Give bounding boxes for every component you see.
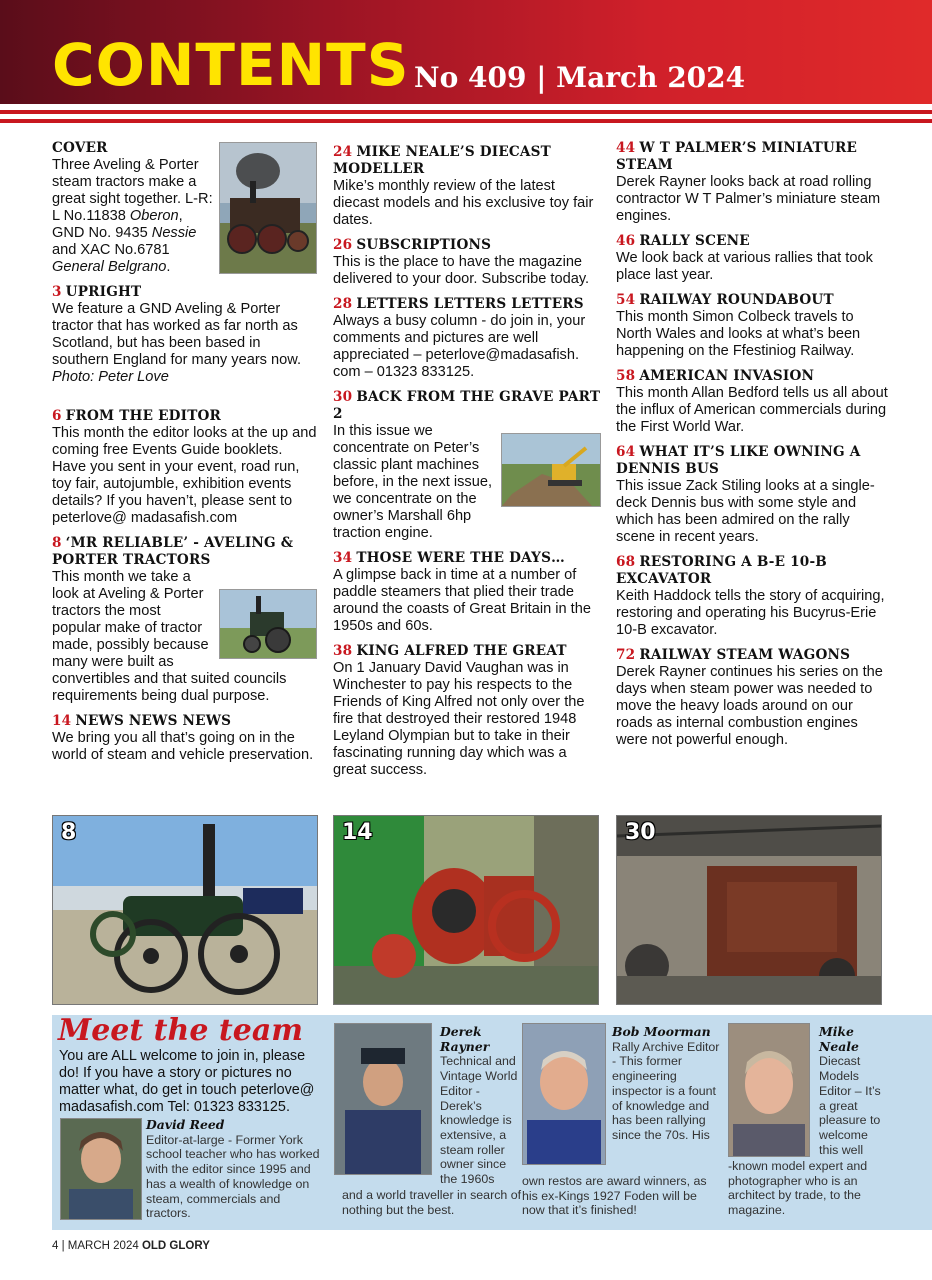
entry-diecast-title: 24 MIKE NEALE’S DIECAST MODELLER <box>333 144 551 177</box>
entry-letters[interactable] <box>333 296 601 381</box>
cover-thumbnail <box>219 142 317 274</box>
member-mike-neale-bio-cont: -known model expert and photographer who is an architect by trade, to the magazine. <box>728 1159 868 1218</box>
photo-8-image <box>53 816 317 1004</box>
entry-excavator-text: Keith Haddock tells the story of acquiring, restoring and operating his Bucyrus-Erie 10-B excavator. <box>616 588 885 638</box>
member-derek-rayner-bio-cont: and a world traveller in search of nothing but the best. <box>342 1188 522 1217</box>
entry-cover-title: COVER <box>52 140 108 156</box>
grave-thumbnail <box>501 433 601 507</box>
member-david-reed <box>146 1118 321 1221</box>
entry-alfred[interactable] <box>333 643 601 779</box>
entry-editor-title: 6 FROM THE EDITOR <box>52 408 222 424</box>
cover-thumbnail-image <box>220 143 316 273</box>
entry-wagons[interactable] <box>616 647 888 749</box>
issue-label: No 409 | March 2024 <box>414 61 746 94</box>
photo-30[interactable] <box>616 815 882 1005</box>
entry-railway[interactable] <box>616 292 888 360</box>
contents-column-2 <box>333 144 601 787</box>
member-derek-rayner-bio: Technical and Vintage World Editor - Derek’s knowledge is extensive, a steam roller owner since the 1960s <box>440 1054 518 1187</box>
entry-american-title: 58 AMERICAN INVASION <box>616 368 815 384</box>
entry-days-text: A glimpse back in time at a number of paddle steamers that plied their trade around the coasts of Great Britain in the 1950s and 60s. <box>333 567 591 634</box>
photo-14[interactable] <box>333 815 599 1005</box>
entry-palmer[interactable] <box>616 140 888 225</box>
page-footer: 4 | MARCH 2024 OLD GLORY <box>52 1240 210 1252</box>
entry-rally-text: We look back at various rallies that took place last year. <box>616 250 873 283</box>
entry-palmer-title: 44 W T PALMER’S MINIATURE STEAM <box>616 140 858 173</box>
photo-30-image <box>617 816 881 1004</box>
entry-days[interactable] <box>333 550 601 635</box>
avatar-derek-rayner <box>334 1023 432 1175</box>
avatar-mike-neale-image <box>729 1024 809 1156</box>
entry-dennis-text: This issue Zack Stiling looks at a single-deck Dennis bus with some style and which has been admired on the rally scene in recent years. <box>616 478 875 545</box>
header-rule-1 <box>0 110 932 114</box>
entry-wagons-title: 72 RAILWAY STEAM WAGONS <box>616 647 851 663</box>
footer-magazine: OLD GLORY <box>141 1240 210 1252</box>
avatar-mike-neale <box>728 1023 810 1157</box>
entry-editor[interactable] <box>52 408 317 527</box>
entry-dennis[interactable] <box>616 444 888 546</box>
member-derek-rayner-name2: Rayner <box>440 1038 490 1054</box>
reliable-thumbnail <box>219 589 317 659</box>
entry-subscriptions[interactable] <box>333 237 601 288</box>
avatar-bob-moorman <box>522 1023 606 1165</box>
member-derek-rayner-name1: Derek <box>440 1024 482 1039</box>
entry-letters-text: Always a busy column - do join in, your comments and pictures are well appreciated – peterlove@madasafish. com – 01323 833125. <box>333 313 586 380</box>
entry-grave[interactable] <box>333 389 601 542</box>
header-rule-2 <box>0 119 932 123</box>
reliable-thumbnail-image <box>220 590 316 658</box>
entry-news-title: 14 NEWS NEWS NEWS <box>52 713 232 729</box>
entry-upright[interactable] <box>52 284 317 386</box>
entry-subscriptions-title: 26 SUBSCRIPTIONS <box>333 237 492 253</box>
grave-thumbnail-image <box>502 434 600 506</box>
avatar-david-reed <box>60 1118 142 1220</box>
contents-column-1 <box>52 140 317 772</box>
member-mike-neale-bio: Diecast Models Editor – It’s a great pleasure to welcome this well <box>819 1054 881 1157</box>
entry-palmer-text: Derek Rayner looks back at road rolling contractor W T Palmer’s miniature steam engines. <box>616 174 881 224</box>
entry-news-text: We bring you all that’s going on in the world of steam and vehicle preservation. <box>52 730 314 763</box>
avatar-derek-rayner-image <box>335 1024 431 1174</box>
entry-cover-text: Three Aveling & Porter steam tractors make a great sight together. L-R: L No.11838 Oberon, GND No. 9435 Nessie and XAC No.6781 General Belgrano. <box>52 157 213 275</box>
page-title: CONTENTS <box>52 31 410 99</box>
entry-cover[interactable] <box>52 140 317 276</box>
entry-editor-text: This month the editor looks at the up and coming free Events Guide booklets. Have you sent in your event, road run, toy fair, autojumble, exhibition events details? If you haven’t, please sent to peterlove@ madasafish.com <box>52 425 317 526</box>
entry-reliable-title: 8 ‘MR RELIABLE’ - AVELING & PORTER TRACTORS <box>52 535 294 568</box>
entry-wagons-text: Derek Rayner continues his series on the days when steam power was needed to move the heavy loads around on our roads as internal combustion engines were not powerful enough. <box>616 664 883 748</box>
member-mike-neale-name1: Mike <box>819 1024 854 1039</box>
avatar-bob-moorman-image <box>523 1024 605 1164</box>
entry-letters-title: 28 LETTERS LETTERS LETTERS <box>333 296 584 312</box>
entry-news[interactable] <box>52 713 317 764</box>
entry-rally[interactable] <box>616 233 888 284</box>
team-intro: You are ALL welcome to join in, please do! If you have a story or pictures no matter what, do get in touch peterlove@ madasafish.com Tel: 01323 833125. <box>59 1048 315 1115</box>
member-derek-rayner <box>440 1025 520 1187</box>
photo-8-badge: 8 <box>61 820 77 845</box>
entry-american[interactable] <box>616 368 888 436</box>
photo-14-image <box>334 816 598 1004</box>
entry-rally-title: 46 RALLY SCENE <box>616 233 750 249</box>
entry-grave-text: In this issue we concentrate on Peter’s classic plant machines before, in the next issue, we concentrate on the owner’s Marshall 6hp traction engine. <box>333 423 493 541</box>
member-bob-moorman-bio: Rally Archive Editor - This former engineering inspector is a fount of knowledge and has been rallying since the 70s. His <box>612 1039 720 1142</box>
footer-date: MARCH 2024 <box>67 1240 139 1252</box>
photo-30-badge: 30 <box>625 820 656 845</box>
member-bob-moorman <box>612 1025 724 1143</box>
avatar-david-reed-image <box>61 1119 141 1219</box>
photo-8[interactable] <box>52 815 318 1005</box>
footer-page-number: 4 <box>52 1240 59 1252</box>
entry-american-text: This month Allan Bedford tells us all about the influx of American commercials during the First World War. <box>616 385 888 435</box>
member-bob-moorman-bio-cont: own restos are award winners, as his ex-Kings 1927 Foden will be now that it’s finished! <box>522 1174 707 1218</box>
entry-diecast[interactable] <box>333 144 601 229</box>
member-bob-moorman-name: Bob Moorman <box>612 1024 711 1039</box>
entry-alfred-text: On 1 January David Vaughan was in Winchester to pay his respects to the Friends of King Alfred not only over the fire that destroyed their restored 1948 Leyland Olympian but to take in their fascinating running day which was a great success. <box>333 660 585 778</box>
entry-diecast-text: Mike’s monthly review of the latest diecast models and his exclusive toy fair dates. <box>333 178 594 228</box>
entry-excavator-title: 68 RESTORING A B-E 10-B EXCAVATOR <box>616 554 827 587</box>
meet-the-team-panel <box>52 1015 932 1230</box>
entry-subscriptions-text: This is the place to have the magazine delivered to your door. Subscribe today. <box>333 254 590 287</box>
entry-days-title: 34 THOSE WERE THE DAYS… <box>333 550 565 566</box>
entry-railway-title: 54 RAILWAY ROUNDABOUT <box>616 292 834 308</box>
member-mike-neale-name2: Neale <box>819 1038 859 1054</box>
member-mike-neale <box>819 1025 889 1157</box>
entry-alfred-title: 38 KING ALFRED THE GREAT <box>333 643 567 659</box>
entry-excavator[interactable] <box>616 554 888 639</box>
contents-column-3 <box>616 140 888 757</box>
member-david-reed-name: David Reed <box>146 1117 225 1132</box>
member-david-reed-bio: Editor-at-large - Former York school teacher who has worked with the editor since 1995 and has a wealth of knowledge on steam, commercials and tractors. <box>146 1132 320 1221</box>
entry-upright-text: We feature a GND Aveling & Porter tractor that has worked as far north as Scotland, but has been based in southern England for many years now. Photo: Peter Love <box>52 301 302 385</box>
entry-dennis-title: 64 WHAT IT’S LIKE OWNING A DENNIS BUS <box>616 444 861 477</box>
contents-header <box>0 0 932 104</box>
photo-14-badge: 14 <box>342 820 373 845</box>
entry-reliable-text: This month we take a look at Aveling & Porter tractors the most popular make of tractor made, possibly because many were built as convertibles and that suited councils requirements being dual purpose. <box>52 569 287 704</box>
entry-railway-text: This month Simon Colbeck travels to North Wales and looks at what’s been happening on the Ffestiniog Railway. <box>616 309 861 359</box>
entry-grave-title: 30 BACK FROM THE GRAVE PART 2 <box>333 389 601 422</box>
team-title: Meet the team <box>58 1013 304 1048</box>
entry-reliable[interactable] <box>52 535 317 705</box>
entry-upright-title: 3 UPRIGHT <box>52 284 142 300</box>
